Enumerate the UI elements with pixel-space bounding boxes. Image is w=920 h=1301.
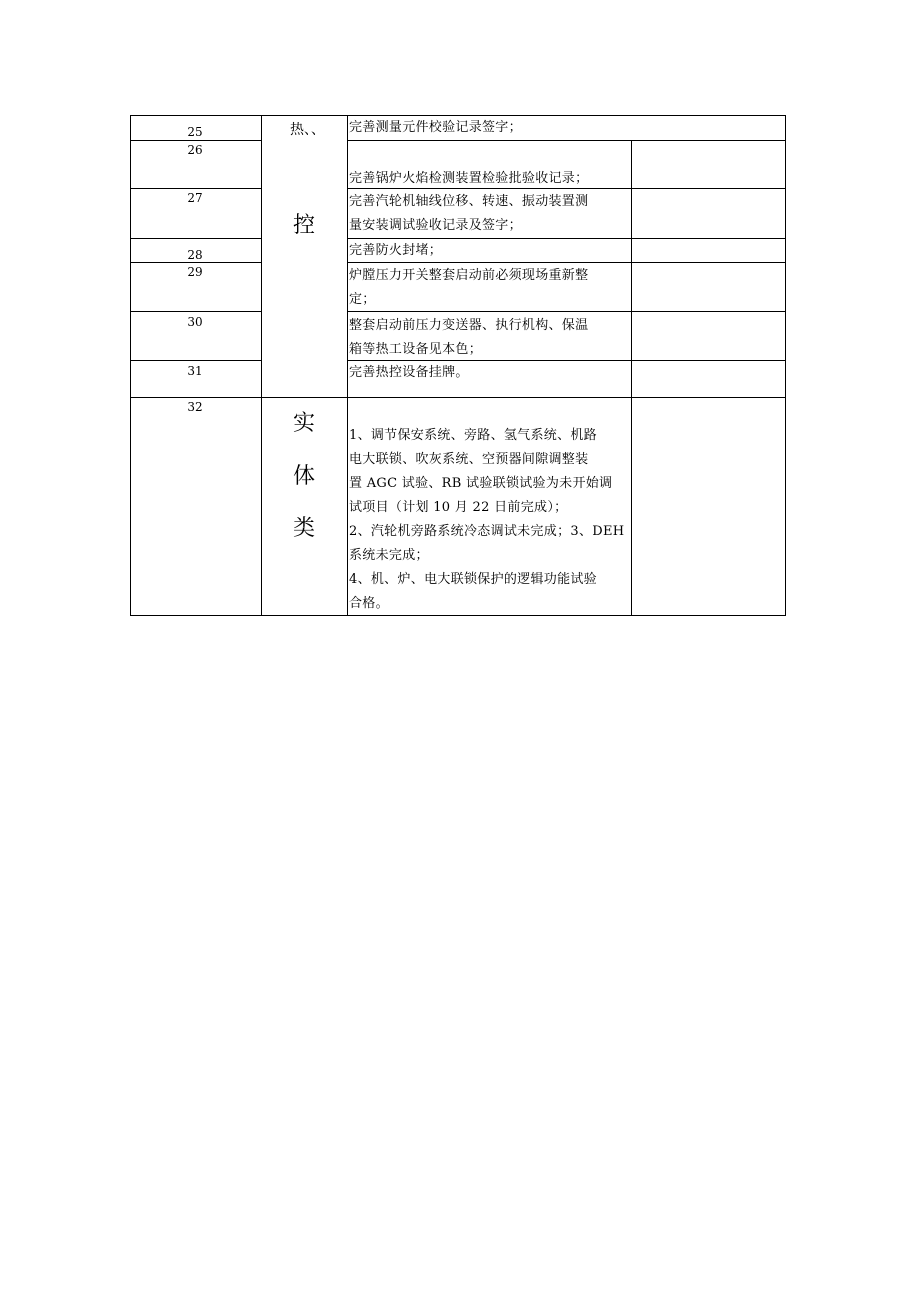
row-number: 29	[187, 265, 203, 279]
category-thermal: 控	[292, 213, 315, 238]
column-divider	[631, 397, 632, 616]
item-text: 完善测量元件校验记录签字；	[349, 120, 522, 135]
column-divider	[631, 140, 632, 398]
category-entity-2: 体	[292, 464, 315, 489]
row-divider	[130, 360, 261, 361]
row-number: 26	[187, 143, 203, 157]
item-text: 完善汽轮机轴线位移、转速、振动装置测	[349, 194, 589, 209]
item-text: 箱等热工设备见本色；	[349, 342, 483, 357]
row-divider	[130, 140, 261, 141]
category-entity-1: 实	[292, 411, 315, 436]
item-text: 整套启动前压力变送器、执行机构、保温	[349, 318, 589, 333]
item-text: 系统未完成；	[349, 548, 429, 563]
row-divider	[347, 140, 786, 141]
table-border-bottom	[130, 615, 786, 616]
item-text: 量安装调试验收记录及签字；	[349, 218, 522, 233]
item-text: 4、机、炉、电大联锁保护的逻辑功能试验	[349, 572, 597, 587]
item-text: 完善热控设备挂牌。	[349, 365, 469, 380]
row-divider	[347, 311, 786, 312]
item-text: 1、调节保安系统、旁路、氢气系统、机路	[349, 428, 597, 443]
item-text: 完善锅炉火焰检测装置检验批验收记录；	[349, 171, 589, 186]
row-number: 30	[187, 315, 203, 329]
row-number: 27	[187, 191, 203, 205]
item-text: 电大联锁、吹灰系统、空预器间隙调整装	[349, 452, 589, 467]
row-number: 25	[187, 125, 203, 139]
row-divider	[130, 262, 261, 263]
item-text: 炉膛压力开关整套启动前必须现场重新整	[349, 268, 589, 283]
item-text: 2、汽轮机旁路系统冷态调试未完成；3、DEH	[349, 524, 625, 539]
category-thermal-top: 热、、	[290, 122, 325, 138]
row-number: 31	[187, 364, 203, 378]
row-divider	[130, 188, 261, 189]
item-text: 合格。	[349, 596, 389, 611]
table-border-right	[785, 115, 786, 616]
column-divider	[347, 115, 348, 616]
item-text: 完善防火封堵；	[349, 243, 443, 258]
row-divider	[130, 238, 261, 239]
row-number: 32	[187, 400, 203, 414]
row-divider	[130, 397, 786, 398]
item-text: 置 AGC 试验、RB 试验联锁试验为未开始调	[349, 476, 613, 491]
item-text: 定；	[349, 292, 376, 307]
row-divider	[130, 311, 261, 312]
item-text: 试项目（计划 10 月 22 日前完成）；	[349, 500, 568, 515]
category-entity-3: 类	[292, 516, 315, 541]
row-number: 28	[187, 248, 203, 262]
